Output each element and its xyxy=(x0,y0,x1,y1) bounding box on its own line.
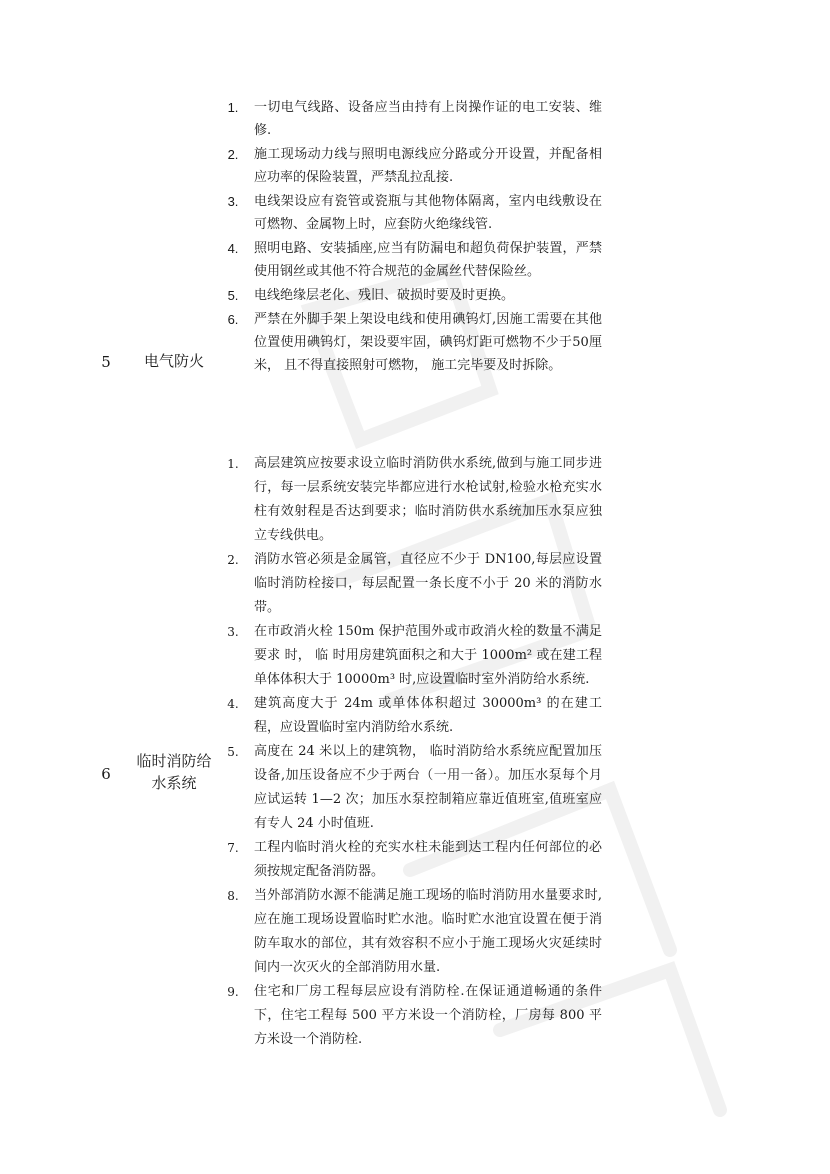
list-item xyxy=(222,190,602,236)
list-item xyxy=(222,284,602,307)
item-number: 4. xyxy=(227,241,239,256)
section-number: 6 xyxy=(101,765,111,783)
item-text: 消防水管必须是金属管，直径应不少于 DN100,每层应设置临时消防栓接口，每层配置一条长度不小于 20 米的消防水带。 xyxy=(254,552,602,615)
item-number: 2. xyxy=(227,553,239,567)
list-item xyxy=(222,884,602,980)
item-number: 1. xyxy=(227,457,239,471)
item-text: 电线绝缘层老化、残旧、破损时要及时更换。 xyxy=(254,288,515,303)
list-item xyxy=(222,836,602,884)
list-item xyxy=(222,96,602,142)
item-text: 严禁在外脚手架上架设电线和使用碘钨灯,因施工需要在其他位置使用碘钨灯，架设要牢固，碘钨灯距可燃物不少于50厘米， 且不得直接照射可燃物， 施工完毕要及时拆除。 xyxy=(254,312,602,373)
item-number: 2. xyxy=(227,147,239,162)
item-number: 3. xyxy=(227,625,239,639)
list-item xyxy=(222,548,602,620)
item-number: 7. xyxy=(227,841,239,855)
list-item xyxy=(222,452,602,548)
list-item xyxy=(222,980,602,1052)
list-item xyxy=(222,143,602,189)
item-number: 5. xyxy=(227,745,239,759)
item-text: 工程内临时消火栓的充实水柱未能到达工程内任何部位的必须按规定配备消防器。 xyxy=(254,840,602,879)
item-list xyxy=(222,96,602,378)
item-text: 照明电路、安装插座,应当有防漏电和超负荷保护装置，严禁使用钢丝或其他不符合规范的金属丝代替保险丝。 xyxy=(254,241,602,279)
item-text: 在市政消火栓 150m 保护范围外或市政消火栓的数量不满足要求 时， 临 时用房建筑面积之和大于 1000m² 或在建工程单体体积大于 10000m³ 时,应设置临时室外消防给水系统. xyxy=(254,624,602,687)
item-text: 施工现场动力线与照明电源线应分路或分开设置，并配备相应功率的保险装置，严禁乱拉乱接. xyxy=(254,147,602,185)
list-item xyxy=(222,740,602,836)
item-number: 5. xyxy=(227,288,239,303)
item-number: 6. xyxy=(227,312,239,327)
item-text: 建筑高度大于 24m 或单体体积超过 30000m³ 的在建工程，应设置临时室内消防给水系统. xyxy=(254,696,602,735)
list-item xyxy=(222,308,602,377)
list-item xyxy=(222,237,602,283)
list-item xyxy=(222,692,602,740)
section-title: 电气防火 xyxy=(143,352,204,370)
item-text: 当外部消防水源不能满足施工现场的临时消防用水量要求时,应在施工现场设置临时贮水池。临时贮水池宜设置在便于消防车取水的部位，其有效容积不应小于施工现场火灾延续时间内一次灭火的全部消防用水量. xyxy=(254,888,602,975)
list-item xyxy=(222,620,602,692)
section-number: 5 xyxy=(101,353,111,371)
section-title: 临时消防给水系统 xyxy=(136,752,212,792)
item-number: 1. xyxy=(227,100,239,115)
item-text: 一切电气线路、设备应当由持有上岗操作证的电工安装、维修. xyxy=(254,100,602,138)
item-text: 高层建筑应按要求设立临时消防供水系统,做到与施工同步进行，每一层系统安装完毕都应进行水枪试射,检验水枪充实水柱有效射程是否达到要求；临时消防供水系统加压水泵应独立专线供电。 xyxy=(254,456,602,543)
item-number: 9. xyxy=(227,985,239,999)
item-list xyxy=(222,452,602,1052)
item-text: 高度在 24 米以上的建筑物， 临时消防给水系统应配置加压设备,加压设备应不少于两台（一用一备）。加压水泵每个月应试运转 1—2 次；加压水泵控制箱应靠近值班室,值班室应有专人 24 小时值班. xyxy=(254,744,602,831)
item-text: 住宅和厂房工程每层应设有消防栓.在保证通道畅通的条件下，住宅工程每 500 平方米设一个消防栓，厂房每 800 平方米设一个消防栓. xyxy=(254,984,602,1047)
item-number: 4. xyxy=(227,697,239,711)
item-number: 3. xyxy=(227,194,239,209)
item-number: 8. xyxy=(227,889,239,903)
item-text: 电线架设应有瓷管或瓷瓶与其他物体隔离，室内电线敷设在可燃物、金属物上时，应套防火绝缘线管. xyxy=(254,194,602,232)
